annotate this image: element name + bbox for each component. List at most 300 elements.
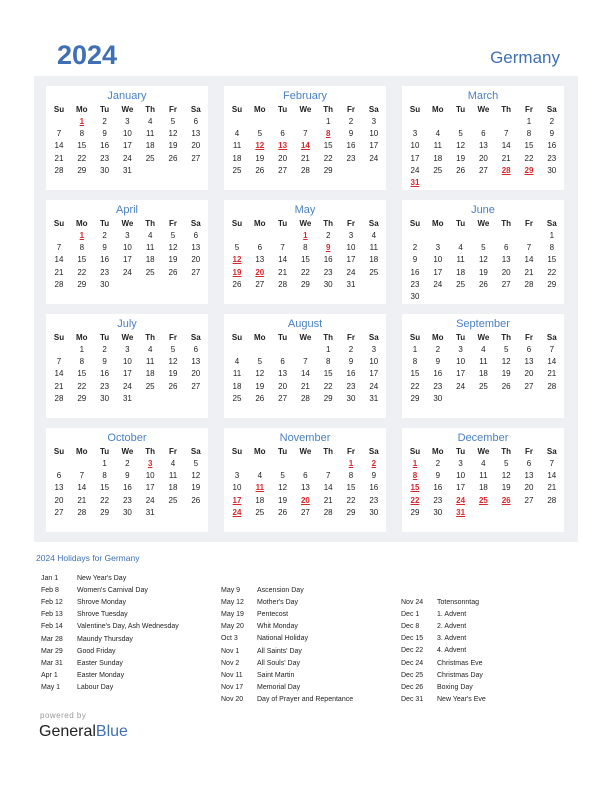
day-cell: 10 <box>122 357 132 367</box>
weekday-header: Sa <box>368 447 379 456</box>
day-cell: 28 <box>547 381 557 391</box>
weekday-header: Th <box>501 219 512 228</box>
weekday-header: We <box>299 105 312 114</box>
day-cell: 29 <box>77 279 87 289</box>
day-cell: 26 <box>232 279 242 289</box>
day-cell: 21 <box>54 153 64 163</box>
holiday-date: May 19 <box>221 611 244 619</box>
day-cell: 29 <box>77 165 87 175</box>
day-cell: 20 <box>191 141 201 151</box>
weekday-header: Tu <box>456 105 466 114</box>
day-cell: 24 <box>433 279 443 289</box>
day-cell: 19 <box>255 381 265 391</box>
holiday-date: Nov 1 <box>221 647 240 655</box>
day-cell: 31 <box>369 393 379 403</box>
holiday-date: Jan 1 <box>41 575 59 582</box>
day-cell: 3 <box>412 129 418 139</box>
weekday-header: Su <box>53 219 65 228</box>
year-title: 2024 <box>57 40 118 70</box>
day-cell: 13 <box>524 471 534 481</box>
day-cell: 26 <box>501 381 511 391</box>
day-cell: 16 <box>122 483 132 493</box>
day-cell: 23 <box>100 381 110 391</box>
day-cell: 10 <box>410 141 420 151</box>
weekday-header: Sa <box>546 105 557 114</box>
day-cell: 18 <box>168 483 178 493</box>
holiday-name: Memorial Day <box>257 683 301 691</box>
day-cell: 4 <box>481 345 486 354</box>
day-cell: 14 <box>524 255 534 265</box>
day-cell: 21 <box>54 381 64 391</box>
day-cell: 24 <box>456 381 466 391</box>
day-cell: 2 <box>348 345 354 354</box>
day-cell: 22 <box>77 153 87 163</box>
weekday-header: Su <box>53 447 65 456</box>
holiday-date: Nov 20 <box>221 695 244 703</box>
day-cell: 17 <box>122 255 132 265</box>
day-cell: 3 <box>125 117 130 126</box>
holiday-day-cell: 24 <box>232 507 242 517</box>
day-cell: 15 <box>410 369 420 379</box>
day-cell: 20 <box>501 267 511 277</box>
day-cell: 20 <box>191 255 201 265</box>
day-cell: 29 <box>410 393 420 403</box>
weekday-header: Tu <box>278 447 288 456</box>
day-cell: 23 <box>323 267 333 277</box>
day-cell: 6 <box>193 117 199 126</box>
day-cell: 22 <box>77 381 87 391</box>
day-cell: 14 <box>54 141 64 151</box>
weekday-header: Tu <box>278 105 288 114</box>
weekday-header: We <box>477 105 490 114</box>
day-cell: 10 <box>122 129 132 139</box>
day-cell: 5 <box>170 345 176 354</box>
day-cell: 10 <box>369 129 379 139</box>
day-cell: 20 <box>278 381 288 391</box>
day-cell: 3 <box>371 345 377 354</box>
weekday-header: Th <box>145 447 156 456</box>
day-cell: 2 <box>125 459 130 468</box>
holiday-name: Good Friday <box>77 647 116 655</box>
day-cell: 30 <box>433 393 443 403</box>
weekday-header: Mo <box>254 333 266 342</box>
holiday-date: May 20 <box>221 623 244 631</box>
weekday-header: Fr <box>347 447 355 456</box>
holiday-date: Dec 26 <box>401 683 424 691</box>
day-cell: 26 <box>168 153 178 163</box>
holiday-name: 4. Advent <box>437 647 467 655</box>
day-cell: 30 <box>100 279 110 289</box>
day-cell: 4 <box>371 231 377 240</box>
day-cell: 28 <box>547 495 557 505</box>
day-cell: 25 <box>456 279 466 289</box>
day-cell: 18 <box>369 255 379 265</box>
holidays-title: 2024 Holidays for Germany <box>36 553 140 563</box>
holiday-date: Dec 8 <box>401 623 420 631</box>
day-cell: 19 <box>168 141 178 151</box>
day-cell: 15 <box>300 255 310 265</box>
day-cell: 11 <box>146 357 155 367</box>
country-title: Germany <box>490 48 560 67</box>
holiday-day-cell: 20 <box>255 267 265 277</box>
day-cell: 9 <box>125 471 130 481</box>
holiday-name: Saint Martin <box>257 671 295 679</box>
day-cell: 22 <box>346 495 356 505</box>
day-cell: 16 <box>433 369 443 379</box>
day-cell: 19 <box>255 153 265 163</box>
day-cell: 25 <box>168 495 178 505</box>
holiday-name: Boxing Day <box>437 683 473 691</box>
brand-general: General <box>39 723 96 740</box>
day-cell: 9 <box>348 129 354 139</box>
weekday-header: Mo <box>254 105 266 114</box>
day-cell: 10 <box>456 357 466 367</box>
weekday-header: Tu <box>456 447 466 456</box>
day-cell: 22 <box>300 267 310 277</box>
day-cell: 24 <box>369 153 379 163</box>
month-june <box>402 200 564 304</box>
day-cell: 5 <box>503 345 509 354</box>
day-cell: 14 <box>501 141 511 151</box>
holiday-date: May 1 <box>41 683 61 691</box>
day-cell: 30 <box>346 393 356 403</box>
day-cell: 17 <box>456 369 466 379</box>
day-cell: 7 <box>325 471 331 481</box>
day-cell: 19 <box>456 153 466 163</box>
day-cell: 27 <box>191 153 201 163</box>
day-cell: 26 <box>255 393 265 403</box>
day-cell: 8 <box>79 129 85 139</box>
holiday-day-cell: 25 <box>478 495 488 505</box>
weekday-header: Tu <box>100 447 110 456</box>
holiday-name: Easter Sunday <box>77 659 123 667</box>
holiday-date: Feb 14 <box>41 623 63 631</box>
day-cell: 23 <box>346 153 356 163</box>
day-cell: 10 <box>433 255 443 265</box>
holiday-day-cell: 17 <box>232 495 242 505</box>
day-cell: 5 <box>257 129 263 139</box>
weekday-header: Fr <box>169 105 177 114</box>
day-cell: 7 <box>303 129 308 139</box>
day-cell: 20 <box>524 369 534 379</box>
weekday-header: Sa <box>546 333 557 342</box>
holiday-day-cell: 22 <box>410 495 420 505</box>
day-cell: 7 <box>56 357 62 367</box>
day-cell: 5 <box>170 231 176 240</box>
day-cell: 29 <box>346 507 356 517</box>
holiday-day-cell: 8 <box>412 471 418 481</box>
holiday-name: Shrove Tuesday <box>77 611 128 619</box>
day-cell: 13 <box>191 357 201 367</box>
day-cell: 20 <box>278 153 288 163</box>
day-cell: 12 <box>501 357 511 367</box>
holiday-day-cell: 29 <box>524 165 534 175</box>
day-cell: 26 <box>478 279 488 289</box>
month-name: September <box>456 318 510 330</box>
day-cell: 21 <box>278 267 288 277</box>
day-cell: 23 <box>433 381 443 391</box>
day-cell: 26 <box>456 165 466 175</box>
day-cell: 10 <box>456 471 466 481</box>
weekday-header: Mo <box>76 219 88 228</box>
day-cell: 6 <box>303 471 308 481</box>
day-cell: 4 <box>147 345 153 354</box>
day-cell: 4 <box>458 243 463 253</box>
day-cell: 5 <box>193 459 199 468</box>
day-cell: 27 <box>278 393 288 403</box>
day-cell: 16 <box>346 141 356 151</box>
weekday-header: Th <box>323 219 334 228</box>
day-cell: 11 <box>369 243 378 253</box>
holiday-day-cell: 1 <box>79 231 85 240</box>
holiday-date: Dec 24 <box>401 659 424 667</box>
day-cell: 29 <box>300 279 310 289</box>
weekday-header: Fr <box>169 447 177 456</box>
day-cell: 7 <box>280 243 285 253</box>
day-cell: 27 <box>255 279 265 289</box>
day-cell: 23 <box>547 153 557 163</box>
month-december <box>402 428 564 532</box>
day-cell: 16 <box>100 141 110 151</box>
day-cell: 1 <box>102 459 107 468</box>
holiday-day-cell: 1 <box>348 459 354 468</box>
day-cell: 27 <box>278 165 288 175</box>
weekday-header: Sa <box>368 105 379 114</box>
holiday-name: 2. Advent <box>437 623 467 631</box>
day-cell: 15 <box>323 369 333 379</box>
day-cell: 4 <box>234 129 240 139</box>
weekday-header: Tu <box>456 219 466 228</box>
day-cell: 22 <box>77 267 87 277</box>
weekday-header: We <box>121 333 134 342</box>
day-cell: 17 <box>410 153 420 163</box>
weekday-header: Fr <box>525 105 533 114</box>
day-cell: 22 <box>524 153 534 163</box>
day-cell: 17 <box>122 141 132 151</box>
holiday-name: National Holiday <box>257 635 308 643</box>
weekday-header: Su <box>409 105 421 114</box>
day-cell: 29 <box>547 279 557 289</box>
weekday-header: Th <box>323 105 334 114</box>
day-cell: 15 <box>323 141 333 151</box>
day-cell: 6 <box>193 231 199 240</box>
day-cell: 17 <box>145 483 155 493</box>
day-cell: 2 <box>549 117 555 126</box>
weekday-header: Th <box>323 447 334 456</box>
day-cell: 25 <box>433 165 443 175</box>
day-cell: 3 <box>125 231 130 240</box>
holiday-day-cell: 28 <box>501 165 511 175</box>
day-cell: 28 <box>77 507 87 517</box>
weekday-header: We <box>299 333 312 342</box>
day-cell: 22 <box>100 495 110 505</box>
day-cell: 7 <box>503 129 509 139</box>
day-cell: 12 <box>191 471 201 481</box>
day-cell: 14 <box>547 357 557 367</box>
day-cell: 19 <box>501 483 511 493</box>
weekday-header: Fr <box>525 447 533 456</box>
day-cell: 28 <box>524 279 534 289</box>
day-cell: 29 <box>100 507 110 517</box>
weekday-header: We <box>121 219 134 228</box>
day-cell: 19 <box>168 255 178 265</box>
day-cell: 16 <box>323 255 333 265</box>
weekday-header: We <box>477 219 490 228</box>
day-cell: 5 <box>234 243 240 253</box>
day-cell: 2 <box>348 117 354 126</box>
weekday-header: Sa <box>190 333 201 342</box>
weekday-header: Tu <box>100 105 110 114</box>
weekday-header: Sa <box>546 447 557 456</box>
day-cell: 11 <box>479 471 488 481</box>
holiday-date: Nov 2 <box>221 659 240 667</box>
holiday-name: New Year's Eve <box>437 695 486 703</box>
day-cell: 18 <box>232 153 242 163</box>
day-cell: 30 <box>433 507 443 517</box>
day-cell: 8 <box>102 471 107 481</box>
day-cell: 3 <box>435 243 441 253</box>
weekday-header: Th <box>501 447 512 456</box>
holiday-date: Dec 1 <box>401 611 420 619</box>
weekday-header: Th <box>145 105 156 114</box>
day-cell: 23 <box>100 153 110 163</box>
day-cell: 28 <box>54 165 64 175</box>
weekday-header: Su <box>53 333 65 342</box>
day-cell: 12 <box>478 255 488 265</box>
brand-blue: Blue <box>95 723 128 740</box>
holiday-day-cell: 15 <box>410 483 420 493</box>
day-cell: 5 <box>481 243 486 253</box>
day-cell: 7 <box>526 243 532 253</box>
day-cell: 13 <box>501 255 511 265</box>
day-cell: 13 <box>524 357 534 367</box>
day-cell: 4 <box>435 129 441 139</box>
day-cell: 25 <box>145 153 155 163</box>
day-cell: 11 <box>146 243 155 253</box>
day-cell: 13 <box>255 255 265 265</box>
month-february <box>224 86 386 190</box>
weekday-header: Th <box>501 333 512 342</box>
weekday-header: Su <box>231 105 243 114</box>
day-cell: 16 <box>100 255 110 265</box>
holiday-date: Dec 22 <box>401 647 424 655</box>
day-cell: 12 <box>255 369 265 379</box>
day-cell: 19 <box>501 369 511 379</box>
weekday-header: We <box>477 447 490 456</box>
weekday-header: Mo <box>432 105 444 114</box>
day-cell: 30 <box>323 279 333 289</box>
weekday-header: Mo <box>76 447 88 456</box>
day-cell: 29 <box>77 393 87 403</box>
holiday-date: Dec 25 <box>401 671 424 679</box>
holiday-name: Labour Day <box>77 683 114 691</box>
day-cell: 18 <box>478 369 488 379</box>
holiday-day-cell: 1 <box>412 459 418 468</box>
day-cell: 9 <box>371 471 377 481</box>
holiday-name: Shrove Monday <box>77 599 127 607</box>
day-cell: 24 <box>122 267 132 277</box>
day-cell: 20 <box>524 483 534 493</box>
day-cell: 22 <box>323 153 333 163</box>
day-cell: 20 <box>191 369 201 379</box>
day-cell: 19 <box>278 495 288 505</box>
day-cell: 14 <box>323 483 333 493</box>
day-cell: 4 <box>170 459 176 468</box>
holiday-name: Women's Carnival Day <box>77 587 148 595</box>
day-cell: 18 <box>145 255 155 265</box>
weekday-header: Mo <box>432 333 444 342</box>
day-cell: 27 <box>524 495 534 505</box>
day-cell: 7 <box>549 459 555 468</box>
holiday-date: Nov 11 <box>221 671 243 679</box>
holiday-name: Mother's Day <box>257 599 299 607</box>
day-cell: 23 <box>122 495 132 505</box>
day-cell: 27 <box>501 279 511 289</box>
day-cell: 16 <box>433 483 443 493</box>
day-cell: 11 <box>232 141 242 151</box>
day-cell: 25 <box>145 381 155 391</box>
day-cell: 21 <box>300 153 310 163</box>
day-cell: 9 <box>348 357 354 367</box>
day-cell: 1 <box>79 345 85 354</box>
day-cell: 15 <box>77 255 87 265</box>
day-cell: 25 <box>478 381 488 391</box>
day-cell: 8 <box>325 357 331 367</box>
day-cell: 1 <box>412 345 418 354</box>
day-cell: 16 <box>369 483 379 493</box>
day-cell: 23 <box>100 267 110 277</box>
day-cell: 1 <box>526 117 532 126</box>
month-name: November <box>279 432 331 444</box>
day-cell: 15 <box>346 483 356 493</box>
day-cell: 25 <box>232 165 242 175</box>
day-cell: 5 <box>170 117 176 126</box>
day-cell: 4 <box>481 459 486 468</box>
day-cell: 16 <box>346 369 356 379</box>
day-cell: 30 <box>100 165 110 175</box>
month-name: May <box>294 204 316 216</box>
day-cell: 6 <box>280 129 285 139</box>
day-cell: 21 <box>77 495 87 505</box>
day-cell: 19 <box>191 483 201 493</box>
weekday-header: Tu <box>100 219 110 228</box>
day-cell: 11 <box>146 129 155 139</box>
day-cell: 27 <box>524 381 534 391</box>
day-cell: 12 <box>168 129 178 139</box>
weekday-header: Sa <box>190 105 201 114</box>
day-cell: 17 <box>433 267 443 277</box>
day-cell: 30 <box>369 507 379 517</box>
weekday-header: We <box>121 447 134 456</box>
day-cell: 30 <box>100 393 110 403</box>
day-cell: 28 <box>323 507 333 517</box>
weekday-header: Su <box>231 447 243 456</box>
day-cell: 19 <box>478 267 488 277</box>
day-cell: 29 <box>323 393 333 403</box>
weekday-header: Sa <box>368 333 379 342</box>
day-cell: 3 <box>125 345 130 354</box>
day-cell: 3 <box>458 459 463 468</box>
holiday-date: Feb 8 <box>41 587 59 595</box>
holiday-day-cell: 8 <box>325 129 331 139</box>
day-cell: 30 <box>410 292 420 301</box>
holiday-name: Valentine's Day, Ash Wednesday <box>77 623 179 631</box>
day-cell: 7 <box>303 357 308 367</box>
day-cell: 12 <box>168 357 178 367</box>
day-cell: 6 <box>481 129 486 139</box>
day-cell: 2 <box>102 117 107 126</box>
weekday-header: Su <box>409 447 421 456</box>
